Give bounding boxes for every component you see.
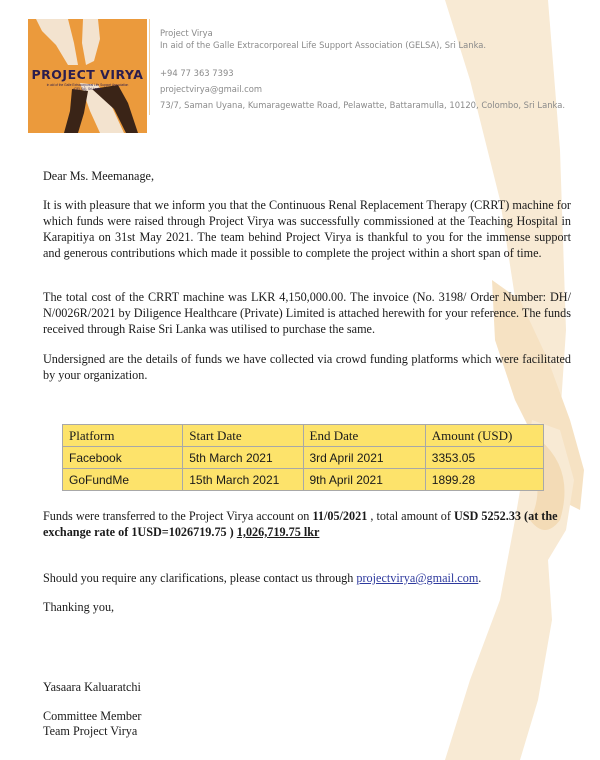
table-cell: 3353.05: [425, 447, 543, 469]
column-header: End Date: [303, 425, 425, 447]
table-cell: 15th March 2021: [183, 469, 303, 491]
signature-title: Committee Member: [43, 709, 142, 723]
clarification-line: [43, 571, 571, 587]
transfer-amount-lkr: 1,026,719.75 lkr: [236, 524, 320, 539]
salutation: Dear Ms. Meemanage,: [43, 169, 154, 183]
signature-team: Team Project Virya: [43, 724, 138, 738]
table-cell: 3rd April 2021: [303, 447, 425, 469]
project-virya-logo: [28, 19, 147, 133]
table-cell: Facebook: [63, 447, 183, 469]
paragraph-1-text: It is with pleasure that we inform you that the Continuous Renal Replacement Therapy (CRRT) machine for which funds were raised through Project Virya was successfully commissioned at the Teaching Hospital in Karapitiya on 31st May 2021. The team behind Project Virya is thankful to you for the immense support and generous contributions which made it possible to complete the project within a short span of time.: [43, 198, 571, 260]
contact-email-link[interactable]: projectvirya@gmail.com: [356, 571, 479, 585]
table-row: [63, 447, 544, 469]
funds-note-middle: , total amount of: [367, 509, 454, 523]
transfer-amount: USD 5252.33 (at the exchange rate of 1USD=1026719.75 ): [43, 509, 558, 539]
logo-tagline: in aid of the Galle Extracorporeal Life Support Association (GELSA), Sri Lanka: [46, 83, 129, 91]
funds-note-prefix: Funds were transferred to the Project Virya account on: [43, 509, 313, 523]
column-header: Start Date: [183, 425, 303, 447]
clarification-suffix: .: [478, 571, 482, 585]
table-cell: 9th April 2021: [303, 469, 425, 491]
org-phone: +94 77 363 7393: [160, 68, 234, 78]
column-header: Amount (USD): [425, 425, 543, 447]
table-cell: GoFundMe: [63, 469, 183, 491]
logo-wordmark: PROJECT VIRYA: [31, 67, 144, 82]
column-header: Platform: [63, 425, 183, 447]
table-cell: 1899.28: [425, 469, 543, 491]
org-email: projectvirya@gmail.com: [160, 84, 263, 94]
paragraph-2: [43, 290, 571, 338]
signature-name: Yasaara Kaluaratchi: [43, 680, 141, 694]
table-header-row: [63, 425, 544, 447]
funds-table: [62, 424, 544, 491]
table-row: [63, 469, 544, 491]
header-divider: [149, 19, 150, 115]
transfer-date: 11/05/2021: [312, 509, 368, 523]
org-cause: In aid of the Galle Extracorporeal Life Support Association (GELSA), Sri Lanka.: [160, 40, 487, 50]
paragraph-1: [43, 198, 571, 262]
clarification-prefix: Should you require any clarifications, please contact us through: [43, 571, 357, 585]
paragraph-3-text: Undersigned are the details of funds we have collected via crowd funding platforms which were facilitated by your organization.: [43, 352, 571, 382]
paragraph-3: [43, 352, 571, 384]
funds-transfer-note: [43, 509, 571, 541]
paragraph-2-text: The total cost of the CRRT machine was LKR 4,150,000.00. The invoice (No. 3198/ Order Number: DH/ N/0026R/2021 by Diligence Healthcare (Private) Limited is attached herewith for your reference. The funds received through Raise Sri Lanka was utilised to purchase the same.: [43, 290, 571, 336]
table-cell: 5th March 2021: [183, 447, 303, 469]
org-name: Project Virya: [160, 28, 213, 38]
closing: Thanking you,: [43, 600, 115, 614]
org-address: 73/7, Saman Uyana, Kumaragewatte Road, Pelawatte, Battaramulla, 10120, Colombo, Sri Lanka.: [160, 100, 566, 110]
